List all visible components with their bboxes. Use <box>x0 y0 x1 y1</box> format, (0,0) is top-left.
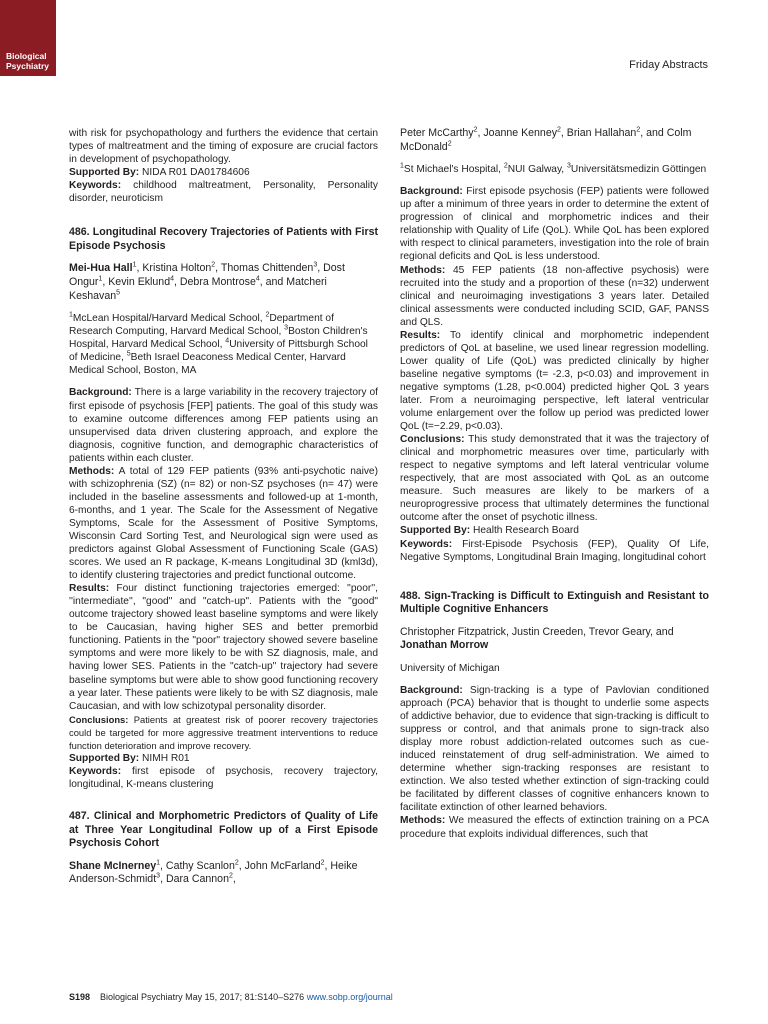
journal-brand-name: Biological Psychiatry <box>6 51 49 71</box>
abstract-488-methods: Methods: We measured the effects of extinction training on a PCA procedure that exploits individual differences, such that <box>400 815 709 840</box>
page-number: S198 <box>69 992 91 1002</box>
abstract-487-authors-part1: Shane McInerney$^1$, Cathy Scanlon$^2$, John McFarland$^2$, Heike Anderson-Schmidt$^3$, Dara Cannon$^2$, <box>69 859 358 886</box>
abstract-488-title: 488. Sign-Tracking is Difficult to Extinguish and Resistant to Multiple Cognitive Enhancers <box>400 589 709 616</box>
abstract-487-conclusions: Conclusions: This study demonstrated that it was the trajectory of clinical and morphometric measures over time, particularly with respect to negative symptoms and left lateral ventricular volume respectively, that are most associated with QoL as an outcome measure. Such measures are likely to be markers of a neuroprogressive process that ultimately determines the functional outcome after the onset of psychotic illness. <box>400 434 709 524</box>
abstract-486-title: 486. Longitudinal Recovery Trajectories of Patients with First Episode Psychosis <box>69 226 378 252</box>
abstract-487-results: Results: To identify clinical and morphometric independent predictors of QoL at baseline, we used linear regression modelling. Lower quality of Life (QoL) was predicted clinically by higher baseline negative symptoms (t= -2.3, p<0.03) and improvement in negative symptoms (1.28, p<0.004) predicted higher QoL 3 years later. From a neuroimaging perspective, left lateral ventricular volume enlargement over the follow up period was predicted lower QoL (t=−2.29, p<0.03). <box>400 329 709 433</box>
abstract-486-background: Background: There is a large variability in the recovery trajectory of first episode of psychosis [FEP] patients. The goal of this study was to examine outcome differences among FEP patients using an unsupervised data driven clustering approach, and explore the diagnosis, cognitive function, and demographic characteristics of patients within each cluster. <box>69 387 378 464</box>
abstract-487-title: 487. Clinical and Morphometric Predictors of Quality of Life at Three Year Longitudinal Follow up of a First Episode Psychosis Cohort <box>69 809 378 850</box>
abstract-488-affiliations: University of Michigan <box>400 662 500 674</box>
left-column <box>69 127 378 887</box>
journal-brand-block <box>0 0 56 76</box>
journal-link[interactable]: www.sobp.org/journal <box>306 992 393 1002</box>
right-column <box>400 127 709 841</box>
abstract-486-affiliations: $^1$McLean Hospital/Harvard Medical School, $^2$Department of Research Computing, Harvard Medical School, $^3$Boston Children's Hospital, Harvard Medical School, $^4$University of Pittsburgh School of Medicine, $^5$Beth Israel Deaconess Medical Center, Harvard Medical School, Boston, MA <box>69 311 368 377</box>
abstract-487-supported: Supported By: Health Research Board <box>400 525 579 537</box>
abstract-487-methods: Methods: 45 FEP patients (18 non-affective psychosis) were recruited into the study and a proportion of these (n=32) underwent clinical and neuroimaging investigations 3 years later. Detailed clinical assessments were conducted including SCID, GAF, PANSS and QLS. <box>400 264 709 328</box>
abstract-488-background: Background: Sign-tracking is a type of Pavlovian conditioned approach (PCA) behavior that is thought to underlie some aspects of addictive behavior, due to evidence that sign-tracking is difficult to suppress or control, and that animals prone to sign-track also display more robust addiction-related outcomes such as cue-induced reinstatement of drug self-administration. We aimed to determine whether sign-tracking responses are resistant to extinction. We also tested whether extinction of sign-tracking could be facilitated by different classes of cognitive enhancers known to facilitate extinction of other learned behaviors. <box>400 685 709 814</box>
abstract-486-authors: Mei-Hua Hall$^1$, Kristina Holton$^2$, Thomas Chittenden$^3$, Dost Ongur$^1$, Kevin Eklund$^4$, Debra Montrose$^4$, and Matcheri Keshavan$^5$ <box>69 261 345 302</box>
abstract-486-methods: Methods: A total of 129 FEP patients (93% anti-psychotic naive) with schizophrenia (SZ) (n= 82) or non-SZ psychoses (n= 47) were included in the baseline assessments and followed-up at 1-month, 6-months, and 1 year. The Scale for the Assessment of Negative Symptoms, Scale for the Assessment of Positive Symptoms, Wisconsin Card Sorting Test, and Neurological sign were used as predictors against Global Assessment of Functioning Scale (GAS) scores. We used an R package, K-means Longitudinal 3D (kml3d), to identify clustering trajectories and predict functional outcome. <box>69 465 378 582</box>
abstract-486-conclusions: Conclusions: Patients at greatest risk of poorer recovery trajectories could be targeted for more aggressive treatment interventions to reduce function deterioration and improve recovery. <box>69 713 378 751</box>
abstract-487-affiliations: $^1$St Michael's Hospital, $^2$NUI Galway, $^3$Universitätsmedizin Göttingen <box>400 162 707 176</box>
abstract-487-background: Background: First episode psychosis (FEP) patients were followed up after a minimum of three years in order to determine the extent of progression of clinical and morphometric indices and their relationship with Quality of Life (QoL). While QoL has been explored with respect to clinical parameters, investigation into the role of brain regional deficits and QoL is less understood. <box>400 186 709 263</box>
abstract-487-authors-part2: Peter McCarthy$^2$, Joanne Kenney$^2$, Brian Hallahan$^2$, and Colm McDonald$^2$ <box>400 126 692 153</box>
prev-keywords: Keywords: childhood maltreatment, Personality, Personality disorder, neuroticism <box>69 180 378 205</box>
section-label: Friday Abstracts <box>629 59 708 71</box>
abstract-488-authors: Christopher Fitzpatrick, Justin Creeden, Trevor Geary, and Jonathan Morrow <box>400 625 674 652</box>
page-footer <box>69 992 393 1002</box>
abstract-486-results: Results: Four distinct functioning trajectories emerged: ''poor'', ''intermediate'', "good" and "catch-up". Patients with the "good" outcome trajectory showed least baseline symptoms and were likely to be Caucasian, having higher SES and better premorbid functioning. Patients in the "poor" trajectory showed severe baseline symptoms and were more likely to be with SZ diagnosis, male, and having lower SES. Patients in the "catch-up" trajectory had severe baseline symptoms but were able to show good functioning recovery a year later. These patients were likely to be with SZ diagnosis, male Caucasian, and with low schizotypal personality disorder. <box>69 583 378 712</box>
citation: Biological Psychiatry May 15, 2017; 81:S140–S276 <box>100 992 305 1002</box>
prev-abstract-tail: with risk for psychopathology and furthers the evidence that certain types of maltreatment and the timing of exposure are crucial factors in development of psychopathology. <box>69 128 378 166</box>
abstract-487-keywords: Keywords: First-Episode Psychosis (FEP), Quality Of Life, Negative Symptoms, Longitudinal Brain Imaging, longitudinal cohort <box>400 538 709 563</box>
abstract-486-supported: Supported By: NIMH R01 <box>69 752 190 764</box>
prev-supported: Supported By: NIDA R01 DA01784606 <box>69 167 250 179</box>
abstract-486-keywords: Keywords: first episode of psychosis, recovery trajectory, longitudinal, K-means clustering <box>69 765 378 790</box>
